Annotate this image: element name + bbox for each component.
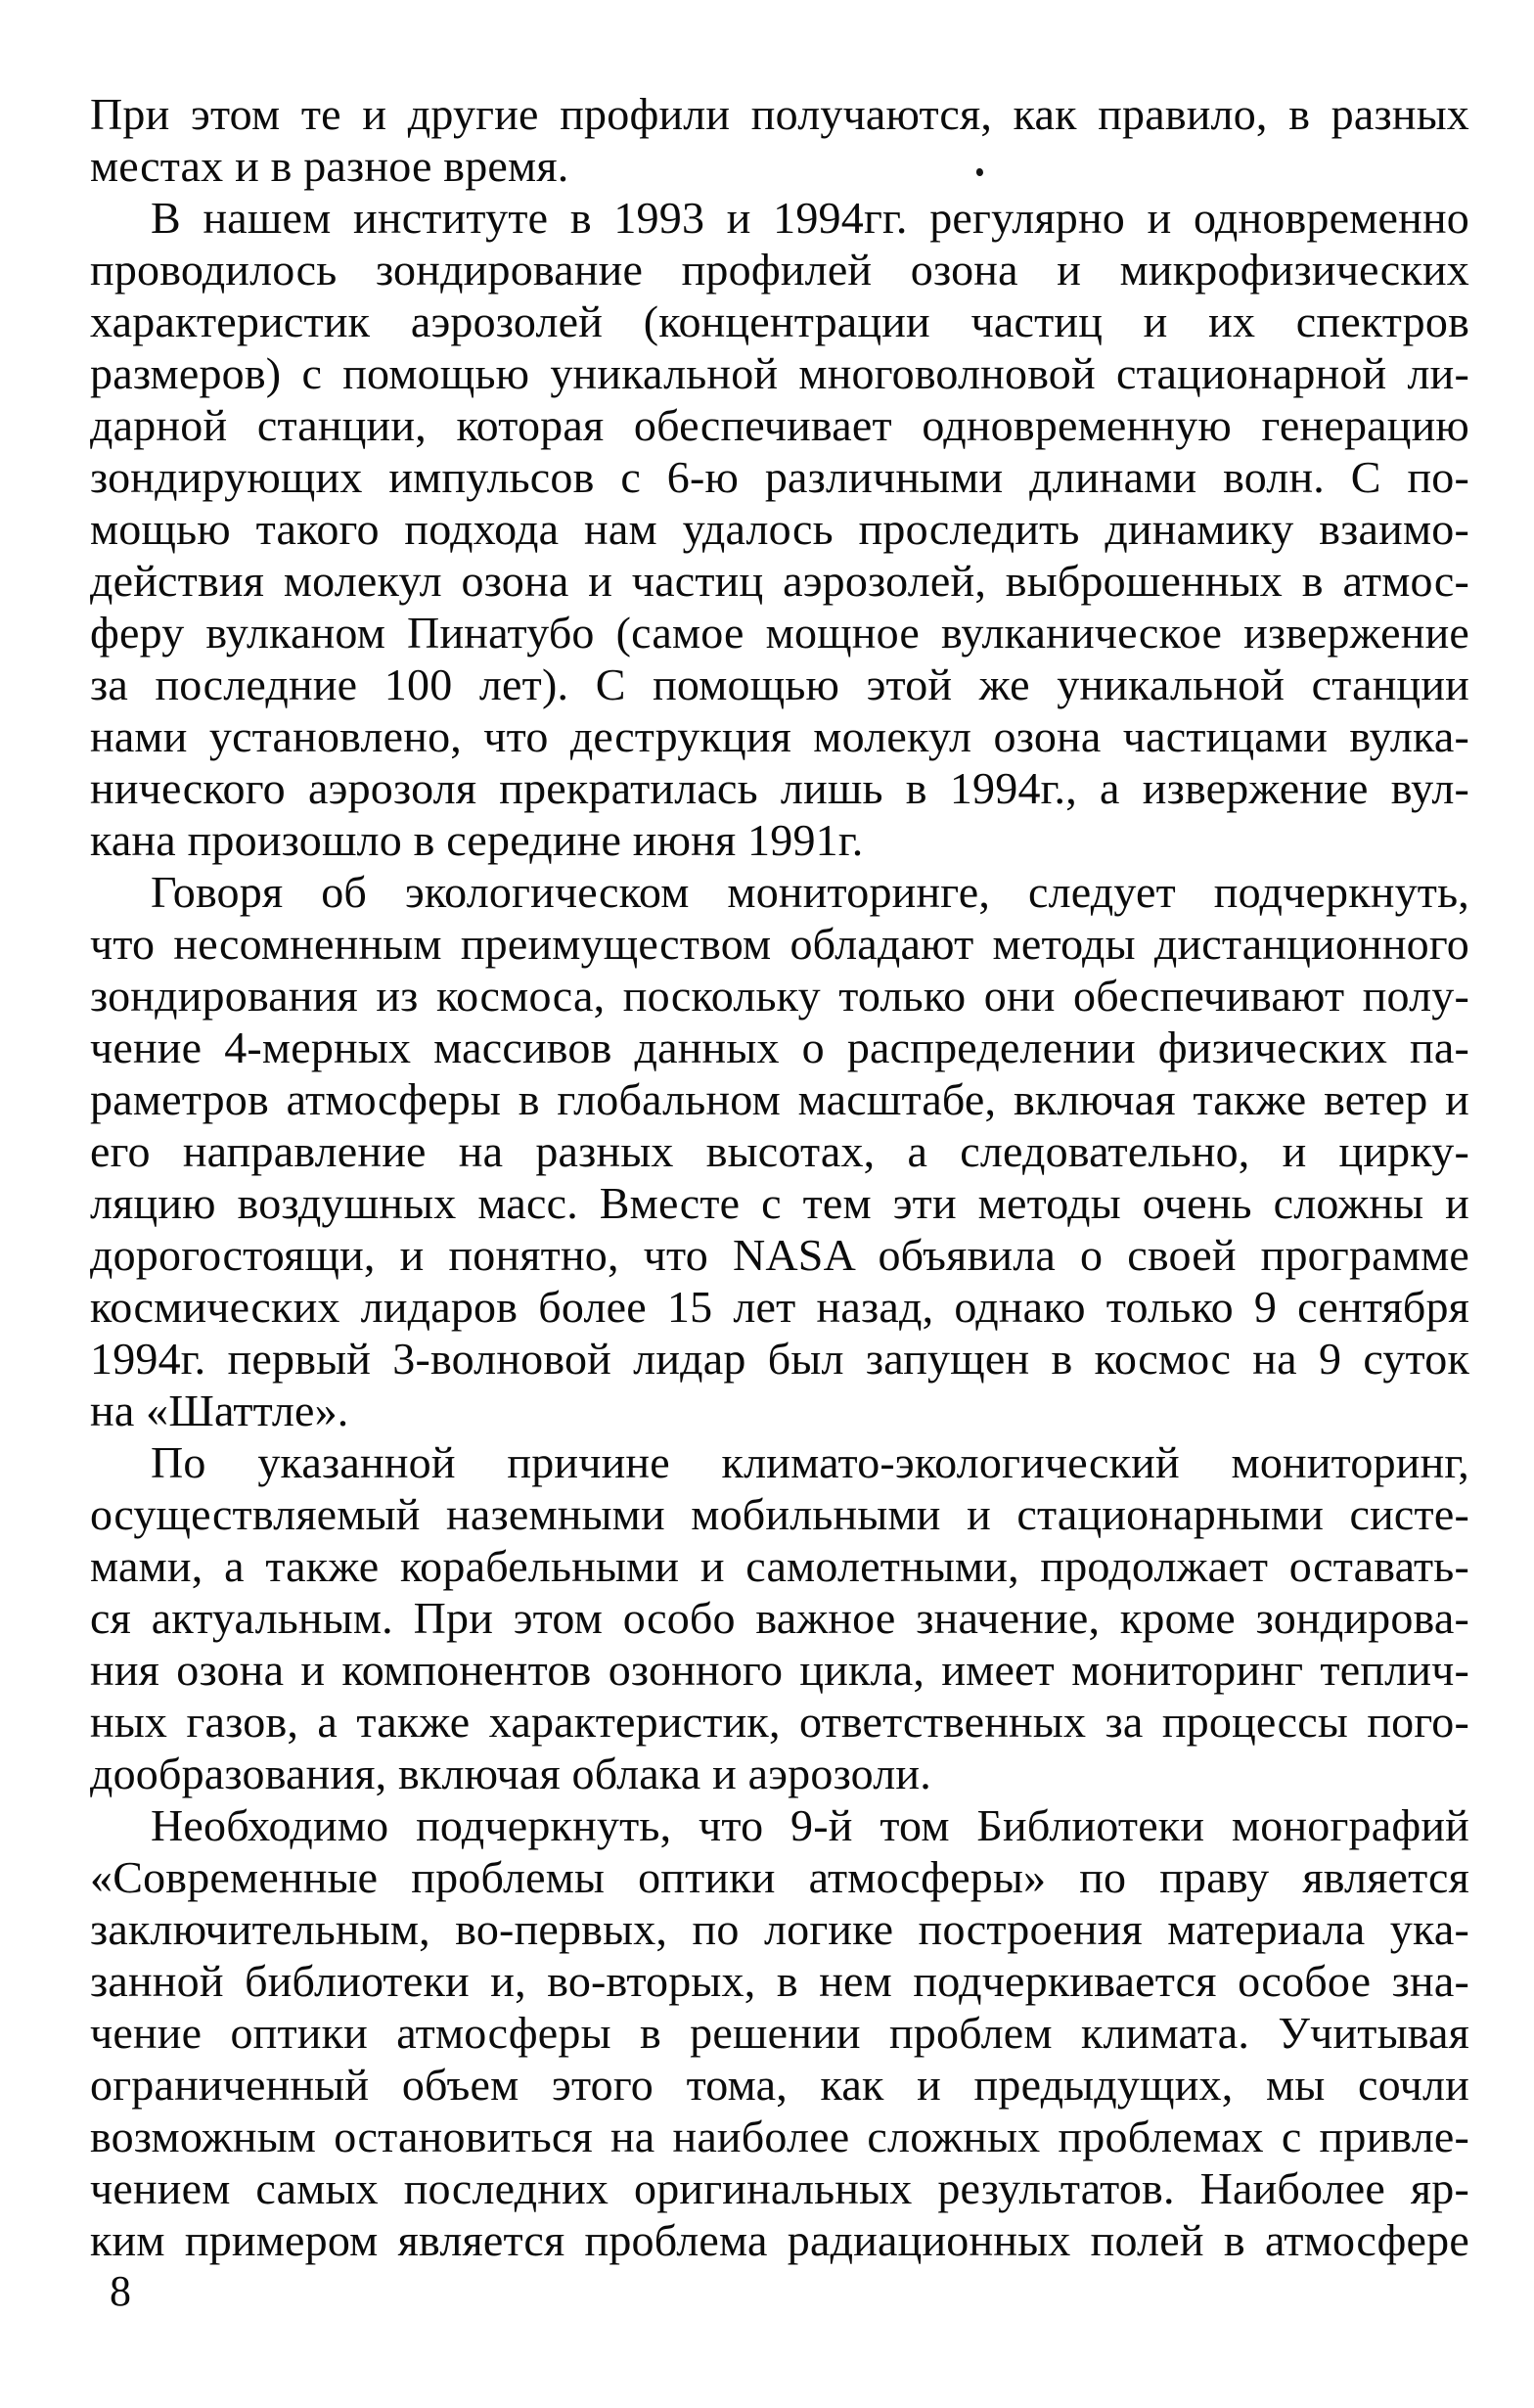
text-line: По указанной причине климато-экологический мониторинг,	[151, 1437, 1469, 1487]
text-line: дарной станции, которая обеспечивает одновременную генерацию	[90, 400, 1469, 450]
text-line: мами, а также корабельными и самолетными, продолжает оставать-	[90, 1541, 1469, 1591]
text-line: дообразования, включая облака и аэрозоли.	[90, 1749, 931, 1798]
text-line: В нашем институте в 1993 и 1994гг. регулярно и одновременно	[151, 193, 1469, 243]
text-line: космических лидаров более 15 лет назад, однако только 9 сентября	[90, 1282, 1469, 1332]
text-line: ния озона и компонентов озонного цикла, имеет мониторинг теплич-	[90, 1645, 1469, 1695]
text-line: за последние 100 лет). С помощью этой же уникальной станции	[90, 659, 1469, 709]
text-line: возможным остановиться на наиболее сложных проблемах с привле-	[90, 2112, 1469, 2161]
text-line: нами установлено, что деструкция молекул озона частицами вулка-	[90, 711, 1469, 761]
text-line: ограниченный объем этого тома, как и предыдущих, мы сочли	[90, 2060, 1469, 2110]
text-line: зондирования из космоса, поскольку только они обеспечивают полу-	[90, 971, 1469, 1021]
text-line: осуществляемый наземными мобильными и стационарными систе-	[90, 1489, 1469, 1539]
text-block	[90, 88, 1469, 2266]
text-line: его направление на разных высотах, а следовательно, и цирку-	[90, 1126, 1469, 1176]
paragraph-ninth-volume	[90, 1799, 1469, 2266]
text-line: местах и в разное время.	[90, 141, 569, 191]
text-line: действия молекул озона и частиц аэрозолей, выброшенных в атмос-	[90, 556, 1469, 606]
text-line: «Современные проблемы оптики атмосферы» по праву является	[90, 1852, 1469, 1902]
text-line: ким примером является проблема радиационных полей в атмосфере	[90, 2215, 1469, 2265]
text-line: на «Шаттле».	[90, 1386, 349, 1435]
text-line: заключительным, во-первых, по логике построения материала ука-	[90, 1904, 1469, 1954]
text-line: кана произошло в середине июня 1991г.	[90, 815, 864, 865]
text-line: нического аэрозоля прекратилась лишь в 1994г., а извержение вул-	[90, 763, 1469, 813]
text-line: характеристик аэрозолей (концентрации частиц и их спектров	[90, 296, 1469, 346]
text-line: что несомненным преимуществом обладают методы дистанционного	[90, 919, 1469, 969]
text-line: Необходимо подчеркнуть, что 9-й том Библиотеки монографий	[151, 1800, 1469, 1850]
text-line: размеров) с помощью уникальной многоволновой стационарной ли-	[90, 348, 1469, 398]
text-line: ляцию воздушных масс. Вместе с тем эти методы очень сложны и	[90, 1178, 1469, 1228]
text-line: ся актуальным. При этом особо важное значение, кроме зондирова-	[90, 1593, 1469, 1643]
text-line: зондирующих импульсов с 6-ю различными длинами волн. С по-	[90, 452, 1469, 502]
text-line: занной библиотеки и, во-вторых, в нем подчеркивается особое зна-	[90, 1956, 1469, 2006]
paragraph-ecological-monitoring	[90, 866, 1469, 1436]
text-line: раметров атмосферы в глобальном масштабе, включая также ветер и	[90, 1074, 1469, 1124]
text-line: чение 4-мерных массивов данных о распределении физических па-	[90, 1022, 1469, 1072]
paragraph-climate-monitoring	[90, 1436, 1469, 1799]
paragraph-continuation	[90, 88, 1469, 192]
text-line: ных газов, а также характеристик, ответственных за процессы пого-	[90, 1697, 1469, 1747]
text-line: проводилось зондирование профилей озона и микрофизических	[90, 245, 1469, 295]
page-number: 8	[110, 2267, 131, 2315]
text-line: феру вулканом Пинатубо (самое мощное вулканическое извержение	[90, 608, 1469, 658]
ink-speck	[976, 168, 983, 176]
text-line: чением самых последних оригинальных результатов. Наиболее яр-	[90, 2163, 1469, 2213]
text-line: 1994г. первый 3-волновой лидар был запущен в космос на 9 суток	[90, 1334, 1469, 1384]
text-line: чение оптики атмосферы в решении проблем климата. Учитывая	[90, 2008, 1469, 2058]
text-line: мощью такого подхода нам удалось проследить динамику взаимо-	[90, 504, 1469, 554]
text-line: При этом те и другие профили получаются, как правило, в разных	[90, 89, 1469, 139]
text-line: дорогостоящи, и понятно, что NASA объявила о своей программе	[90, 1230, 1469, 1280]
text-line: Говоря об экологическом мониторинге, следует подчеркнуть,	[151, 867, 1469, 917]
paragraph-institute-lidar	[90, 192, 1469, 866]
